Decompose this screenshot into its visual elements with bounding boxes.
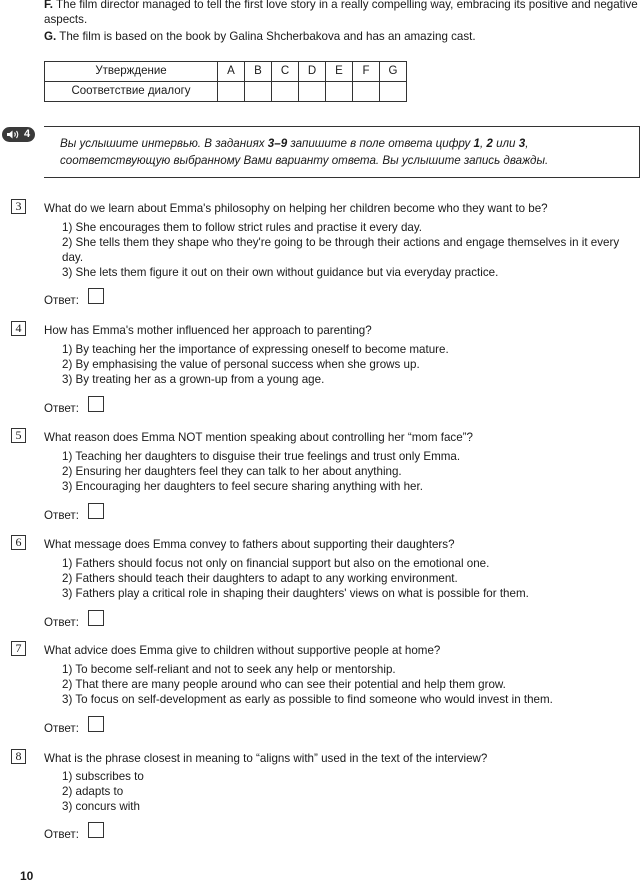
speaker-icon: [6, 129, 22, 140]
answer-option: 1) Teaching her daughters to disguise their true feelings and trust only Emma.: [62, 450, 461, 463]
answer-option: 1) Fathers should focus not only on financial support but also on the emotional one.: [62, 557, 490, 570]
question-text: What message does Emma convey to fathers about supporting their daughters?: [44, 538, 455, 551]
answer-option: 3) By treating her as a grown-up from a young age.: [62, 373, 325, 386]
table-answer-cell[interactable]: [272, 82, 299, 102]
instruction-range: 3–9: [267, 137, 288, 150]
answer-option: 3) To focus on self-development as early as possible to find someone who would invest in them.: [62, 693, 553, 706]
answer-option: 2) adapts to: [62, 785, 124, 798]
answer-input[interactable]: [88, 503, 104, 519]
answer-label: Ответ:: [44, 294, 79, 307]
statement-g-text: The film is based on the book by Galina Shcherbakova and has an amazing cast.: [56, 30, 476, 43]
table-letter-cell: D: [299, 62, 326, 82]
instruction-text: ,: [479, 137, 487, 150]
statement-f-text: The film director managed to tell the first love story in a really compelling way, embracing its positive and negative aspects.: [44, 0, 638, 26]
answer-option: 3) Fathers play a critical role in shaping their daughters' views on what is possible for them.: [62, 587, 529, 600]
table-letter-cell: G: [380, 62, 407, 82]
question-number: 8: [11, 749, 26, 764]
answer-option: 3) She lets them figure it out on their own without guidance but via everyday practice.: [62, 266, 499, 279]
audio-track-number: 4: [24, 128, 31, 140]
statement-f-letter: F.: [44, 0, 54, 11]
answer-input[interactable]: [88, 822, 104, 838]
answer-option: 1) subscribes to: [62, 770, 144, 783]
answer-label: Ответ:: [44, 616, 79, 629]
answer-input[interactable]: [88, 610, 104, 626]
table-row: [45, 82, 407, 102]
table-row-label: Соответствие диалогу: [45, 82, 218, 102]
table-answer-cell[interactable]: [218, 82, 245, 102]
table-letter-cell: C: [272, 62, 299, 82]
answer-label: Ответ:: [44, 828, 79, 841]
answer-option: 1) To become self-reliant and not to seek any help or mentorship.: [62, 663, 396, 676]
table-row-label: Утверждение: [45, 62, 218, 82]
question-text: What reason does Emma NOT mention speaking about controlling her “mom face”?: [44, 431, 473, 444]
answer-input[interactable]: [88, 288, 104, 304]
question-text: What advice does Emma give to children without supportive people at home?: [44, 644, 441, 657]
table-answer-cell[interactable]: [380, 82, 407, 102]
table-answer-cell[interactable]: [326, 82, 353, 102]
statement-f: [44, 0, 640, 27]
table-answer-cell[interactable]: [299, 82, 326, 102]
answer-option: 2) She tells them they shape who they're going to be through their actions and engage themselves in it every day.: [62, 236, 620, 264]
question-number: 7: [11, 641, 26, 656]
instruction-text: запишите в поле ответа цифру: [287, 137, 474, 150]
statement-g-letter: G.: [44, 30, 57, 43]
answer-option: 2) That there are many people around who can see their potential and help them grow.: [62, 678, 506, 691]
instruction-text: или: [492, 137, 519, 150]
question-text: What do we learn about Emma's philosophy on helping her children become who they want to be?: [44, 202, 548, 215]
question-text: What is the phrase closest in meaning to “aligns with” used in the text of the interview?: [44, 752, 488, 765]
matching-table: [44, 61, 407, 102]
page-number: 10: [20, 869, 34, 883]
question-number: 6: [11, 535, 26, 550]
answer-input[interactable]: [88, 716, 104, 732]
table-answer-cell[interactable]: [245, 82, 272, 102]
table-letter-cell: A: [218, 62, 245, 82]
question-number: 5: [11, 428, 26, 443]
answer-option: 2) Ensuring her daughters feel they can talk to her about anything.: [62, 465, 402, 478]
instruction-text: , соответствующую выбранному Вами варианту ответа. Вы услышите запись дважды.: [60, 137, 549, 167]
instruction-digit: 2: [486, 137, 493, 150]
answer-option: 3) Encouraging her daughters to feel secure sharing anything with her.: [62, 480, 423, 493]
answer-label: Ответ:: [44, 722, 79, 735]
question-number: 3: [11, 199, 26, 214]
table-answer-cell[interactable]: [353, 82, 380, 102]
answer-option: 3) concurs with: [62, 800, 140, 813]
answer-option: 2) Fathers should teach their daughters to adapt to any working environment.: [62, 572, 458, 585]
table-letter-cell: B: [245, 62, 272, 82]
table-letter-cell: E: [326, 62, 353, 82]
instruction-digit: 3: [518, 137, 526, 150]
task-instruction: [44, 126, 640, 178]
answer-option: 1) She encourages them to follow strict rules and practise it every day.: [62, 221, 423, 234]
question-number: 4: [11, 321, 26, 336]
answer-option: 1) By teaching her the importance of expressing oneself to become mature.: [62, 343, 449, 356]
answer-label: Ответ:: [44, 402, 79, 415]
answer-option: 2) By emphasising the value of personal success when she grows up.: [62, 358, 420, 371]
question-text: How has Emma's mother influenced her approach to parenting?: [44, 324, 372, 337]
audio-track-badge: [2, 127, 35, 142]
instruction-digit: 1: [473, 137, 480, 150]
statement-g: [44, 29, 640, 44]
answer-input[interactable]: [88, 396, 104, 412]
answer-label: Ответ:: [44, 509, 79, 522]
table-row: [45, 62, 407, 82]
instruction-text: Вы услышите интервью. В заданиях: [60, 137, 268, 150]
table-letter-cell: F: [353, 62, 380, 82]
